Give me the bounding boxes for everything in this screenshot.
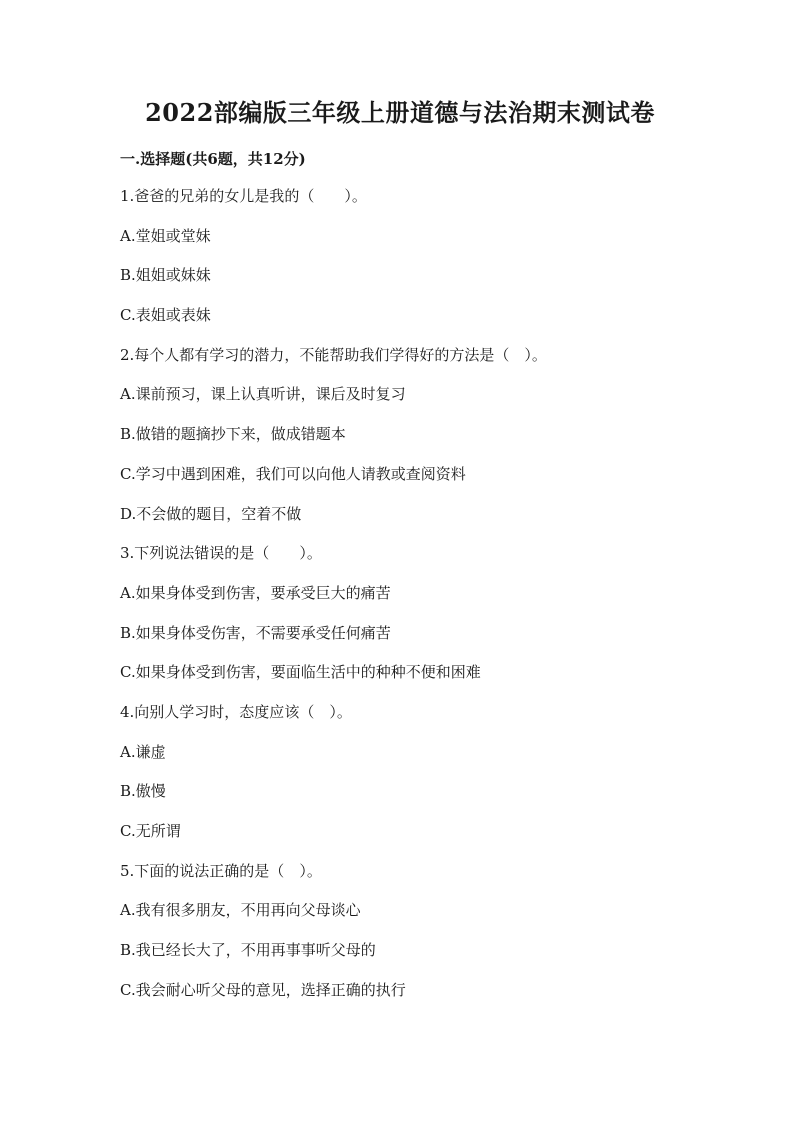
question-option: C.无所谓 [120,822,181,840]
question-option: B.我已经长大了，不用再事事听父母的 [120,941,376,960]
question-stem: 4.向别人学习时，态度应该（ ）。 [120,702,352,721]
question-option: A.堂姐或堂妹 [120,226,211,245]
question-option: C.我会耐心听父母的意见，选择正确的执行 [120,980,406,999]
question-option: A.如果身体受到伤害，要承受巨大的痛苦 [120,583,391,602]
question-stem: 2.每个人都有学习的潜力，不能帮助我们学得好的方法是（ ）。 [120,345,547,364]
question-option: B.姐姐或妹妹 [120,266,211,285]
question-stem: 3.下列说法错误的是（ ）。 [120,544,322,563]
question-option: A.课前预习，课上认真听讲，课后及时复习 [120,385,406,404]
question-option: A.我有很多朋友，不用再向父母谈心 [120,901,361,920]
question-option: C.表姐或表妹 [120,306,211,325]
question-stem: 1.爸爸的兄弟的女儿是我的（ ）。 [120,187,367,205]
question-option: B.做错的题摘抄下来，做成错题本 [120,425,346,444]
question-option: D.不会做的题目，空着不做 [120,504,302,523]
question-stem: 5.下面的说法正确的是（ ）。 [120,861,322,880]
question-option: A.谦虚 [120,742,166,761]
question-list [120,184,720,1017]
question-option: B.傲慢 [120,782,166,801]
question-option: B.如果身体受伤害，不需要承受任何痛苦 [120,623,391,642]
exam-title: 2022部编版三年级上册道德与法治期末测试卷 [145,98,655,127]
section-heading: 一.选择题(共6题，共12分) [120,150,306,168]
question-option: C.如果身体受到伤害，要面临生活中的种种不便和困难 [120,663,481,682]
question-option: C.学习中遇到困难，我们可以向他人请教或查阅资料 [120,464,466,483]
